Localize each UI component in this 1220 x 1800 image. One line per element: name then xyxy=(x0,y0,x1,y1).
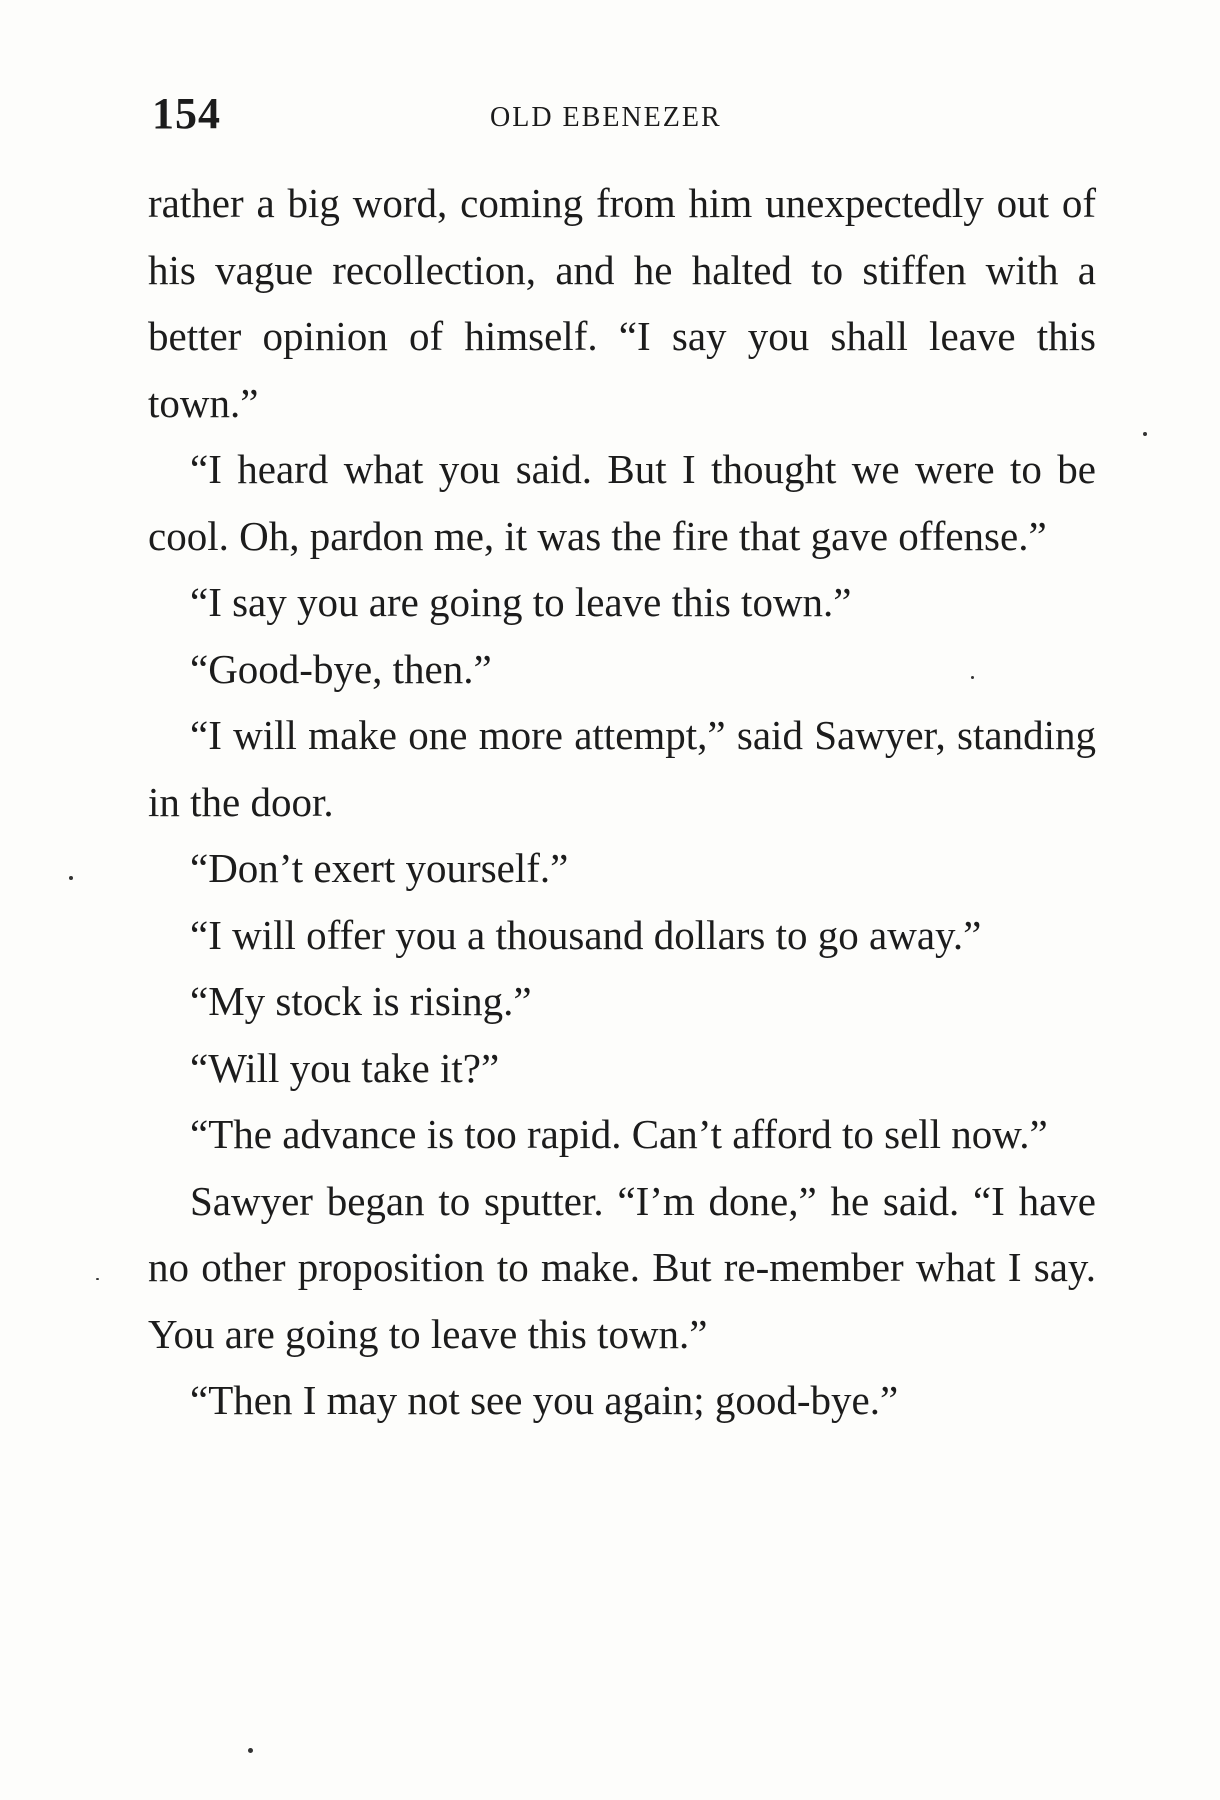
paragraph: “I will offer you a thousand dollars to go away.” xyxy=(190,911,982,958)
paragraph: “Good-bye, then.” xyxy=(190,645,492,692)
paragraph: “I say you are going to leave this town.” xyxy=(190,579,852,625)
print-speck xyxy=(96,1278,99,1280)
paragraph: “Will you take it?” xyxy=(190,1044,500,1091)
paragraph: “Don’t exert yourself.” xyxy=(190,845,569,891)
paragraph: “My stock is rising.” xyxy=(190,978,532,1024)
print-speck xyxy=(69,876,73,880)
paragraph: Sawyer began to sputter. “I’m done,” he said. “I have no other proposition to make. But re-member what I say. You are going to leave this town.” xyxy=(148,1177,1096,1357)
print-speck xyxy=(248,1748,253,1753)
paragraph: “The advance is too rapid. Can’t afford to sell now.” xyxy=(190,1111,1048,1157)
paragraph: “I will make one more attempt,” said Sawyer, standing in the door. xyxy=(148,712,1096,825)
body-text xyxy=(148,170,1096,1434)
print-speck xyxy=(971,676,974,679)
print-speck xyxy=(1143,432,1147,436)
paragraph: rather a big word, coming from him unexpectedly out of his vague recollection, and he halted to stiffen with a better opinion of himself. “I say you shall leave this town.” xyxy=(148,180,1096,426)
running-title: OLD EBENEZER xyxy=(490,102,722,133)
paragraph: “I heard what you said. But I thought we were to be cool. Oh, pardon me, it was the fire that gave offense.” xyxy=(148,446,1096,559)
page-number: 154 xyxy=(152,89,221,138)
paragraph: “Then I may not see you again; good-bye.” xyxy=(190,1377,899,1423)
page-header xyxy=(152,84,1092,144)
